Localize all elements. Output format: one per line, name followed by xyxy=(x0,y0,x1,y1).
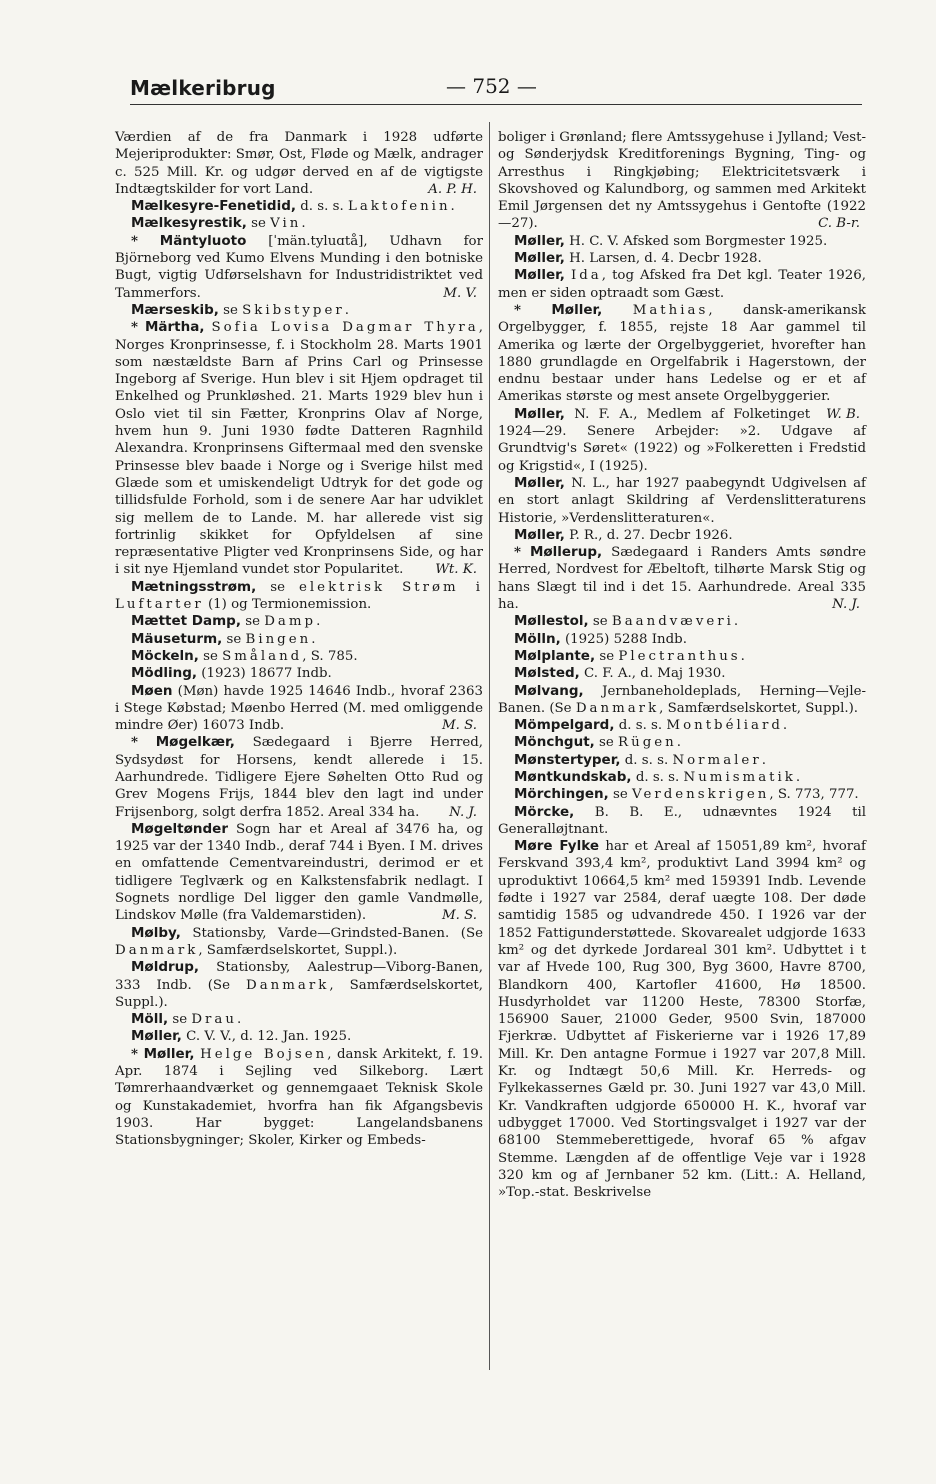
entry xyxy=(498,527,866,544)
entry-text-after: , Samfærdselskortet, Suppl.). xyxy=(198,942,398,958)
entry-headword: Mömpelgard, xyxy=(514,717,615,734)
entry xyxy=(498,786,866,803)
entry-text-after: . xyxy=(733,614,739,630)
entry-text-after: , dansk-amerikansk Orgelbygger, f. 1855, rejste 18 Aar gammel til Amerika og lærte der Orgelbyggeriet, hvorefter han 1880 grundlagde en Orgelfabrik i Hagerstown, der endnu bestaar under hans Ledelse og er et af Amerikas største og mest ansete Orgelbyggerier. xyxy=(498,302,866,405)
entry-spaced-term: Montbéliard xyxy=(666,718,783,734)
entry xyxy=(115,1046,483,1150)
entry-headword: Mølsted, xyxy=(514,665,580,682)
entry-text: C. F. A., d. Maj 1930. xyxy=(584,666,726,682)
entry-headword: Mætningsstrøm, xyxy=(131,578,257,595)
entry xyxy=(498,250,866,267)
entry-headword: Møgeltønder xyxy=(131,820,228,837)
entry-spaced-term: Laktofenin xyxy=(347,199,451,215)
entry-text-after: . xyxy=(740,648,745,664)
entry-star: * xyxy=(131,232,138,249)
entry-headword: Møller, xyxy=(514,267,565,284)
entry-text: Værdien af de fra Danmark i 1928 udførte Mejeriprodukter: Smør, Ost, Fløde og Mælk, andrager c. 525 Mill. Kr. og udgør derved en af de vigtigste Indtægtskilder for vort Land. xyxy=(115,130,483,197)
entry-spaced-term: Damp xyxy=(264,614,317,630)
entry-text: se xyxy=(223,302,238,318)
entry-headword: Møller, xyxy=(514,405,565,422)
entry-star: * xyxy=(131,1045,138,1062)
entry-star: * xyxy=(514,544,521,561)
entry-headword: Møllerup, xyxy=(529,544,603,561)
entry xyxy=(498,301,866,422)
entry-headword: Möll, xyxy=(131,1011,169,1028)
entry xyxy=(115,734,483,820)
entry xyxy=(115,1011,483,1028)
entry xyxy=(115,631,483,648)
entry-headword: Møller, xyxy=(131,1028,182,1045)
entry-spaced-term: Normaler xyxy=(672,752,762,768)
entry-text-after: , S. 773, 777. xyxy=(769,787,859,803)
entry-text: se xyxy=(172,1012,188,1028)
entry-headword: Møntkundskab, xyxy=(514,768,632,785)
entry-headword: Mælkesyrestik, xyxy=(131,215,247,232)
entry xyxy=(498,475,866,527)
author-signature: M. S. xyxy=(441,908,477,924)
entry-text: se xyxy=(592,614,608,630)
entry-text: H. C. V. Afsked som Borgmester 1925. xyxy=(569,233,828,249)
entry-headword: Mörcke, xyxy=(514,803,575,820)
entry-text: se xyxy=(613,787,628,803)
entry-headword: Mönchgut, xyxy=(514,734,595,751)
entry-text-after: . xyxy=(450,199,455,215)
entry-spaced-term: Verdenskrigen xyxy=(632,787,770,803)
entry-text-after: , Samfærdselskortet, Suppl.). xyxy=(115,977,484,1010)
entry-spaced-term: elektrisk Strøm i Luftarter xyxy=(115,579,483,613)
entry-headword: Mäntyluoto xyxy=(159,232,247,249)
entry-text: C. V. V., d. 12. Jan. 1925. xyxy=(186,1029,352,1045)
entry-text-after: . xyxy=(676,735,681,751)
entry-spaced-term: Rügen xyxy=(618,735,677,751)
entry xyxy=(498,648,866,665)
entry-text: se xyxy=(599,735,614,751)
entry-text-after: . xyxy=(301,216,306,232)
right-column xyxy=(498,129,866,1201)
entry-spaced-term: Drau xyxy=(191,1012,237,1028)
author-signature: C. B-r. xyxy=(818,216,860,232)
entry-headword: Mættet Damp, xyxy=(131,613,241,630)
entry-text: d. s. s. xyxy=(624,752,669,768)
entry-text: B. B. E., udnævntes 1924 til Generalløjtnant. xyxy=(498,804,866,837)
author-signature: N. J. xyxy=(832,597,860,613)
entry-spaced-term: Småland xyxy=(222,648,303,664)
author-signature: N. J. xyxy=(449,804,477,820)
entry-text: har et Areal af 15051,89 km², hvoraf Ferskvand 393,4 km², produktivt Land 3994 km² og uproduktivt 10664,5 km² med 159391 Indb. Levende fødte i 1927 var 2584, deraf uægte 108. Der døde samtidig 1585 og udvandrede 450. I 1926 var der 1852 Fattigunderstøttede. Skovarealet udgjorde 1633 km² og det dyrkede Jordareal 301 km². Udbyttet i t var af Hvede 100, Rug 300, Byg 3600, Havre 8700, Blandkorn 400, Kartofler 41600, Hø 18500. Husdyrholdet var 11200 Heste, 78300 Storfæ, 156900 Sauer, 21000 Geder, 9500 Svin, 187000 Fjerkræ. Udbyttet af Fiskerierne var i 1926 17,89 Mill. Kr. Den antagne Formue i 1927 var 207,8 Mill. Kr. og Indtægt 50,6 Mill. Kr. Herreds- og Fylkekassernes Gæld pr. 30. Juni 1927 var 43,0 Mill. Kr. Vandkraften udgjorde 650000 H. K., hvoraf var udbygget 17000. Ved Stortingsvalget i 1927 var der 68100 Stemmeberettigede, hvoraf 65 % afgav Stemme. Længden af de offentlige Veje var i 1928 320 km og af Jernbaner 52 km. (Litt.: A. Helland, »Top.-stat. Beskrivelse xyxy=(498,839,866,1201)
entry-headword: Møller, xyxy=(551,301,603,318)
entry-text: H. Larsen, d. 4. Decbr 1928. xyxy=(569,251,762,267)
entry-headword: Møre Fylke xyxy=(514,838,599,855)
entry-headword: Mølby, xyxy=(131,924,181,941)
entry-text: Sogn har et Areal af 3476 ha, og 1925 var der 1340 Indb., deraf 744 i Byen. I M. drives en omfattende Cementvareindustri, derimod er et tidligere Teglværk og en Kalkstensfabrik nedlagt. I Sognets nordlige Del ligger den gamle Vandmølle, Lindskov Mølle (fra Valdemarstiden). xyxy=(115,821,484,924)
entry xyxy=(498,665,866,682)
entry xyxy=(115,925,483,960)
entry-spaced-term: Skibstyper xyxy=(242,302,345,318)
entry-spaced-term: Danmark xyxy=(115,942,199,958)
entry-text-after: , dansk Arkitekt, f. 19. Apr. 1874 i Sejling ved Silkeborg. Lært Tømrerhaandværket og gennemgaaet Teknisk Skole og Kunstakademiet, hvorfra han fik Afgangsbevis 1903. Har bygget: Langelandsbanens Stationsbygninger; Skoler, Kirker og Embeds- xyxy=(115,1046,483,1149)
entry-text: Jernbaneholdeplads, Herning—Vejle-Banen. (Se xyxy=(498,683,866,716)
entry-text: [ˈmän.tyluɑtå], Udhavn for Björneborg ved Kumo Elvens Munding i den botniske Bugt, vigtig Udførselshavn for Industridistriktet ved Tammerfors. xyxy=(115,233,483,301)
entry-text: (1923) 18677 Indb. xyxy=(201,666,332,682)
entry-headword: Møller, xyxy=(514,232,565,249)
entry xyxy=(115,648,483,665)
entry xyxy=(498,613,866,630)
entry-text: (Møn) havde 1925 14646 Indb., hvoraf 2363 i Stege Købstad; Møenbo Herred (M. med omliggende mindre Øer) 16073 Indb. xyxy=(115,683,483,734)
entry-text-after: . xyxy=(782,718,788,734)
entry xyxy=(498,769,866,786)
entry-headword: Møller, xyxy=(514,250,565,267)
entry-text: se xyxy=(251,216,266,232)
page-header xyxy=(130,72,862,108)
left-column xyxy=(115,129,483,1150)
entry-text: se xyxy=(226,631,242,647)
entry-headword: Mønstertyper, xyxy=(514,751,621,768)
entry-headword: Møgelkær, xyxy=(155,734,235,751)
running-title: Mælkeribrug xyxy=(130,76,276,100)
entry-headword: Märtha, xyxy=(144,319,205,336)
entry-text-after: (1) og Termionemission. xyxy=(203,597,372,613)
entry xyxy=(498,804,866,839)
entry-text-after: . xyxy=(316,614,321,630)
entry-text-after: , Samfærdselskortet, Suppl.). xyxy=(659,700,859,716)
author-signature: A. P. H. xyxy=(428,181,477,197)
entry xyxy=(115,129,483,198)
entry-text: N. L., har 1927 paabegyndt Udgivelsen af en stort anlagt Skildring af Verdenslitteraturens Historie, »Verdenslitteraturen«. xyxy=(498,475,867,526)
entry-text: Sædegaard i Randers Amts søndre Herred, Nordvest for Æbeltoft, tilhørte Marsk Stig og hans Slægt til ind i det 15. Aarhundrede. Areal 335 ha. xyxy=(498,545,866,613)
entry-text: Stationsby, Varde—Grindsted-Banen. (Se xyxy=(192,925,483,941)
entry xyxy=(498,734,866,751)
entry-headword: Møller, xyxy=(514,526,565,543)
entry-headword: Møldrup, xyxy=(131,959,200,976)
entry xyxy=(115,198,483,215)
entry-text: d. s. s. xyxy=(618,718,663,734)
entry-headword: Møllestol, xyxy=(514,613,589,630)
entry-text-after: . xyxy=(344,302,349,318)
header-rule xyxy=(130,104,862,105)
entry-text-after: . xyxy=(795,769,801,785)
entry xyxy=(115,665,483,682)
entry-text: Sædegaard i Bjerre Herred, Sydsydøst for Horsens, kendt allerede i 15. Aarhundrede. Tidligere Ejere Søhelten Otto Rud og Grev Mogens Frijs, 1844 blev den lagt ind under Frijsenborg, solgt derfra 1852. Areal 334 ha. xyxy=(115,735,484,820)
entry-headword: Møller, xyxy=(143,1045,195,1062)
entry-headword: Mælkesyre-Fenetidid, xyxy=(131,198,296,215)
entry-spaced-term: Sofia Lovisa Dagmar Thyra xyxy=(211,320,479,336)
entry xyxy=(115,319,483,578)
entry xyxy=(498,267,866,302)
entry xyxy=(498,129,866,233)
entry xyxy=(498,233,866,250)
column-divider xyxy=(489,122,490,1370)
entry-spaced-term: Helge Bojsen xyxy=(200,1046,328,1062)
entry-star: * xyxy=(131,734,138,751)
entry-headword: Mølvang, xyxy=(514,682,584,699)
entry-text-after: . xyxy=(311,631,316,647)
entry-text: N. F. A., Medlem af Folketinget 1924—29. Senere Arbejder: »2. Udgave af Grundtvig's Søret« (1922) og »Folkeretten i Fredstid og Krigstid«, I (1925). xyxy=(498,406,866,474)
entry xyxy=(115,233,483,302)
entry-spaced-term: Baandvæveri xyxy=(611,614,734,630)
entry-text: Stationsby, Aalestrup—Viborg-Banen, 333 Indb. (Se xyxy=(115,960,483,993)
author-signature: M. V. xyxy=(443,285,477,301)
entry-headword: Mölln, xyxy=(514,630,561,647)
entry xyxy=(115,302,483,319)
page-number: — 752 — xyxy=(446,74,537,98)
entry-spaced-term: Numismatik xyxy=(683,769,796,785)
entry-text-after: . xyxy=(761,752,766,768)
entry-headword: Mølplante, xyxy=(514,647,596,664)
entry-spaced-term: Ida xyxy=(570,268,602,284)
entry xyxy=(115,821,483,925)
entry-text-after: , tog Afsked fra Det kgl. Teater 1926, men er siden optraadt som Gæst. xyxy=(498,268,866,301)
entry-text: se xyxy=(599,648,615,664)
entry-text: d. s. s. xyxy=(300,199,344,215)
entry xyxy=(115,959,483,1011)
author-signature: M. S. xyxy=(441,718,477,734)
entry-text: se xyxy=(203,648,218,664)
entry-headword: Mærseskib, xyxy=(131,301,219,318)
entry xyxy=(115,215,483,232)
entry-text: (1925) 5288 Indb. xyxy=(564,631,687,647)
entry xyxy=(498,544,866,613)
entry xyxy=(498,683,866,718)
entry-headword: Mörchingen, xyxy=(514,786,609,803)
author-signature: Wt. K. xyxy=(435,562,477,578)
entry-star: * xyxy=(514,301,521,318)
author-signature: W. B. xyxy=(826,406,860,422)
entry-text: P. R., d. 27. Decbr 1926. xyxy=(569,527,733,543)
entry xyxy=(115,1028,483,1045)
entry-headword: Mäuseturm, xyxy=(131,630,223,647)
entry-text: se xyxy=(245,614,260,630)
entry-star: * xyxy=(131,319,138,336)
entry-spaced-term: Mathias xyxy=(632,302,709,318)
entry-text-after: , Norges Kronprinsesse, f. i Stockholm 28. Marts 1901 som næstældste Barn af Prins Carl og Prinsesse Ingeborg af Sverige. Hun blev i sit Hjem opdraget til Enkelhed og Prunkløshed. 21. Marts 1929 blev hun i Oslo viet til sin Fætter, Kronprins Olav af Norge, hvem hun 9. Juni 1930 fødte Datteren Ragnhild Alexandra. Kronprinsens Giftermaal med den svenske Prinsesse blev baade i Norge og i Sverige hilst med Glæde som et umiskendeligt Udtryk for det gode og tillidsfulde Forhold, som i de senere Aar har udviklet sig mellem de to Lande. M. har allerede vist sig fortrinlig skikket for Opfyldelsen af sine repræsentative Pligter ved Kronprinsens Side, og har i sit nye Hjemland vundet stor Popularitet. xyxy=(115,320,483,578)
entry-text-after: . xyxy=(236,1012,242,1028)
entry-headword: Möckeln, xyxy=(131,647,199,664)
entry-spaced-term: Plectranthus xyxy=(618,648,741,664)
entry xyxy=(498,631,866,648)
entry-spaced-term: Vin xyxy=(270,216,302,232)
entry xyxy=(115,683,483,735)
entry xyxy=(498,752,866,769)
entry-spaced-term: Danmark xyxy=(246,977,330,993)
entry-spaced-term: Bingen xyxy=(245,631,312,647)
entry xyxy=(115,613,483,630)
entry-text-after: , S. 785. xyxy=(302,648,358,664)
entry-spaced-term: Danmark xyxy=(575,700,660,716)
entry-headword: Møen xyxy=(131,682,173,699)
entry-headword: Møller, xyxy=(514,474,565,491)
entry-text: d. s. s. xyxy=(635,769,680,785)
entry-text: se xyxy=(270,579,285,595)
entry-headword: Mödling, xyxy=(131,665,198,682)
entry xyxy=(115,579,483,614)
entry xyxy=(498,838,866,1201)
entry xyxy=(498,717,866,734)
entry-text: boliger i Grønland; flere Amtssygehuse i Jylland; Vest- og Sønderjydsk Kreditforenings Bygning, Ting- og Arresthus i Ringkjøbing; Elektricitetsværk i Skovshoved og Kalundborg, og sammen med Arkitekt Emil Jørgensen det ny Amtssygehus i Gentofte (1922—27). xyxy=(498,130,866,232)
